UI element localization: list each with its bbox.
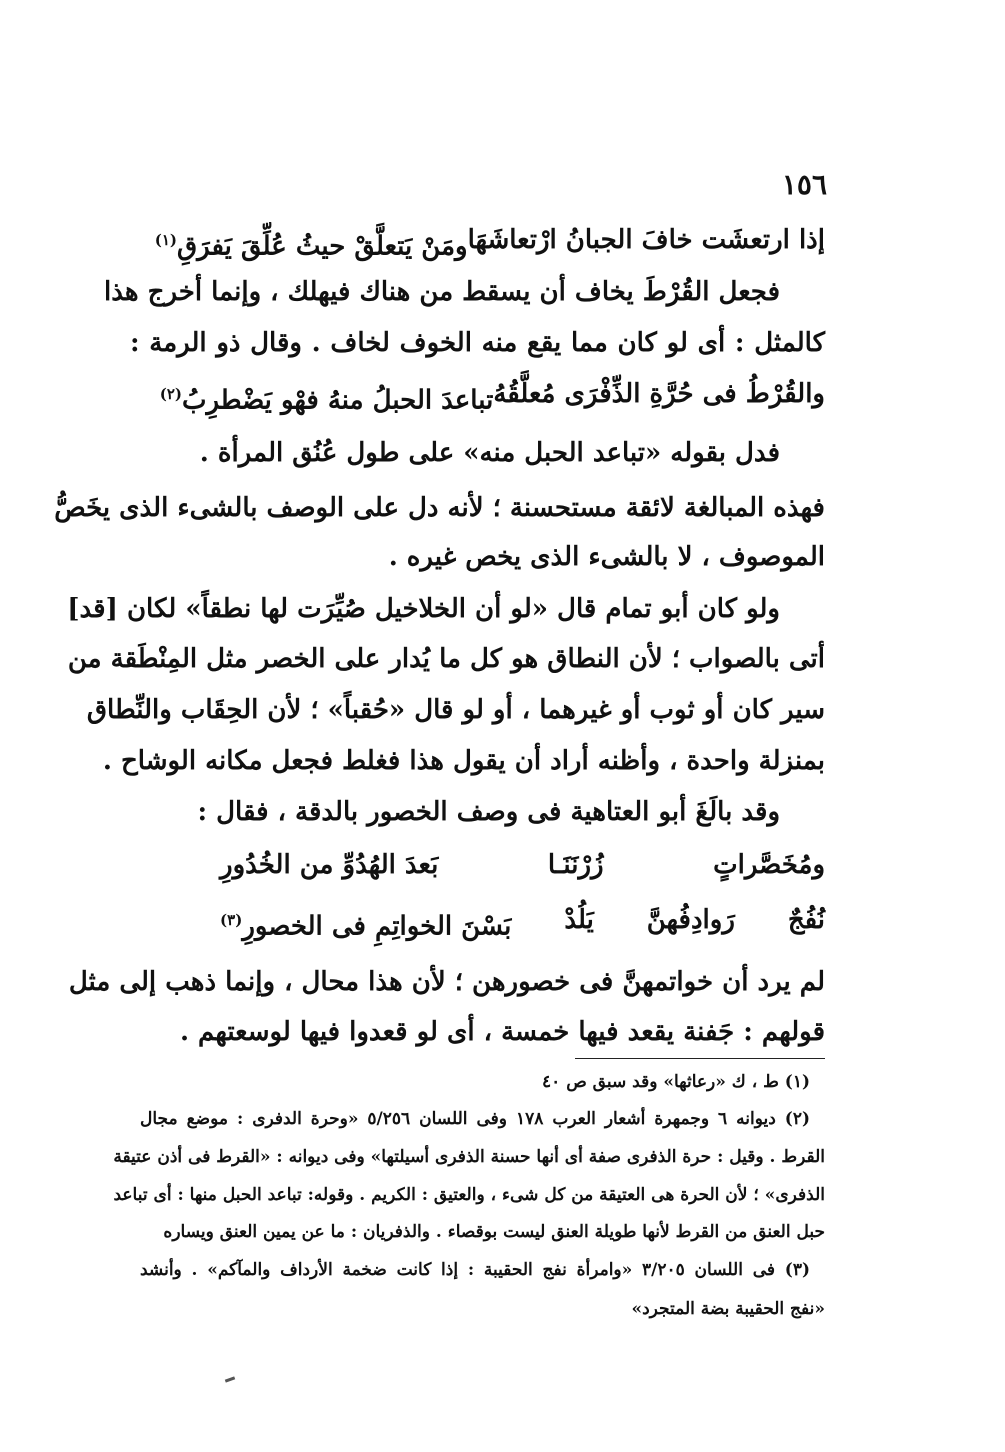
verse-1-hemistich-b-text: ومَنْ يَتعلَّقْ حيثُ عُلِّقَ يَفرَقِ — [177, 231, 468, 262]
verse-2-hemistich-a: والقُرْطُ فى حُرَّةِ الذِّفْرَى مُعلَّقُهُ — [493, 379, 825, 409]
verse-1-hemistich-b — [155, 220, 468, 267]
verse-3-line-2 — [220, 900, 825, 947]
verse-3-line-2-part-a: نُفُجٌ — [787, 905, 825, 935]
footnote-divider — [575, 1058, 825, 1059]
footnote-2-line-2: القرط . وقيل : حرة الذفرى صفة أى أنها حسنة الذفرى أسيلتها» وفى ديوانه : «القرط فى أذن عتيقة — [113, 1147, 825, 1167]
verse-1-hemistich-a: إذا ارتعشَت خافَ الجبانُ ارْتعاشَهَا — [467, 225, 825, 255]
page-number: ١٥٦ — [781, 168, 827, 201]
verse-3-line-2-part-d — [220, 900, 511, 947]
para-6-line-2: قولهم : جَفنة يقعد فيها خمسة ، أى لو قعدوا فيها لوسعتهم . — [179, 1017, 825, 1047]
verse-3-line-2-part-b: رَوادِفُهنَّ — [646, 905, 735, 935]
footnote-3-line-1: (٣) فى اللسان ٣/٢٠٥ «وامرأة نفج الحقيبة : إذا كانت ضخمة الأرداف والمآكم» . وأنشد — [140, 1260, 810, 1280]
para-1-line-2: كالمثل : أى لو كان مما يقع منه الخوف لخاف . وقال ذو الرمة : — [130, 328, 825, 358]
para-4-line-2: أتى بالصواب ؛ لأن النطاق هو كل ما يُدار على الخصر مثل المِنْطَقة من — [67, 644, 825, 674]
verse-3-line-1 — [220, 845, 825, 885]
footnote-marker-3: (٣) — [220, 911, 243, 929]
para-6-line-1: لم يرد أن خواتمهنَّ فى خصورهن ؛ لأن هذا محال ، وإنما ذهب إلى مثل — [68, 967, 825, 997]
verse-3-line-1-part-b: زُرْنَنَـا — [547, 850, 604, 880]
footnote-2-line-4: حبل العنق من القرط لأنها طويلة العنق ليست بوقصاء . والذفريان : ما عن يمين العنق ويساره — [163, 1222, 825, 1242]
verse-3-line-2-part-c: يَلُدْ — [564, 905, 594, 935]
para-3-line-2: الموصوف ، لا بالشىء الذى يخص غيره . — [388, 542, 825, 572]
verse-2 — [159, 374, 825, 421]
footnote-2-line-3: الذفرى» ؛ لأن الحرة هى العتيقة من كل شىء ، والعتيق : الكريم . وقوله: تباعد الحبل منها : أى تباعد — [113, 1185, 825, 1205]
para-3-line-1: فهذه المبالغة لائقة مستحسنة ؛ لأنه دل على الوصف بالشىء الذى يخَصُّ — [54, 493, 825, 523]
verse-2-hemistich-b-text: تباعدَ الحبلُ منهُ فهْو يَضْطرِبُ — [181, 385, 494, 416]
footnote-1: (١) ط ، ك «رعاثها» وقد سبق ص ٤٠ — [542, 1072, 810, 1092]
para-2-line-1: فدل بقوله «تباعد الحبل منه» على طول عُنُق المرأة . — [199, 438, 780, 468]
scan-speck — [225, 1376, 235, 1382]
para-5-line-1: وقد بالَغَ أبو العتاهية فى وصف الخصور بالدقة ، فقال : — [197, 797, 780, 827]
footnote-marker-2: (٢) — [159, 385, 182, 403]
verse-3-line-1-part-a: ومُخَصَّراتٍ — [713, 850, 825, 880]
footnote-marker-1: (١) — [154, 231, 177, 249]
para-1-line-1: فجعل القُرْطَ يخاف أن يسقط من هناك فيهلك ، وإنما أخرج هذا — [104, 277, 780, 307]
para-4-line-3: سير كان أو ثوب أو غيرهما ، أو لو قال «حُقباً» ؛ لأن الحِقَاب والنِّطاق — [86, 695, 825, 725]
footnote-3-line-2: «نفج الحقيبة بضة المتجرد» — [631, 1299, 825, 1319]
para-4-line-4: بمنزلة واحدة ، وأظنه أراد أن يقول هذا فغلط فجعل مكانه الوشاح . — [102, 746, 825, 776]
verse-3-line-2-part-d-text: بَسْنَ الخواتِمِ فى الخصورِ — [242, 911, 512, 942]
verse-3-line-1-part-c: بَعدَ الهُدُوِّ من الخُدُورِ — [220, 850, 439, 880]
para-4-line-1: ولو كان أبو تمام قال «لو أن الخلاخيل صُيِّرَت لها نطقاً» لكان [قد] — [67, 594, 780, 624]
footnote-2-line-1: (٢) ديوانه ٦ وجمهرة أشعار العرب ١٧٨ وفى اللسان ٥/٢٥٦ «وحرة الدفرى : موضع مجال — [140, 1109, 810, 1129]
verse-1 — [154, 220, 825, 267]
verse-2-hemistich-b — [160, 374, 494, 421]
